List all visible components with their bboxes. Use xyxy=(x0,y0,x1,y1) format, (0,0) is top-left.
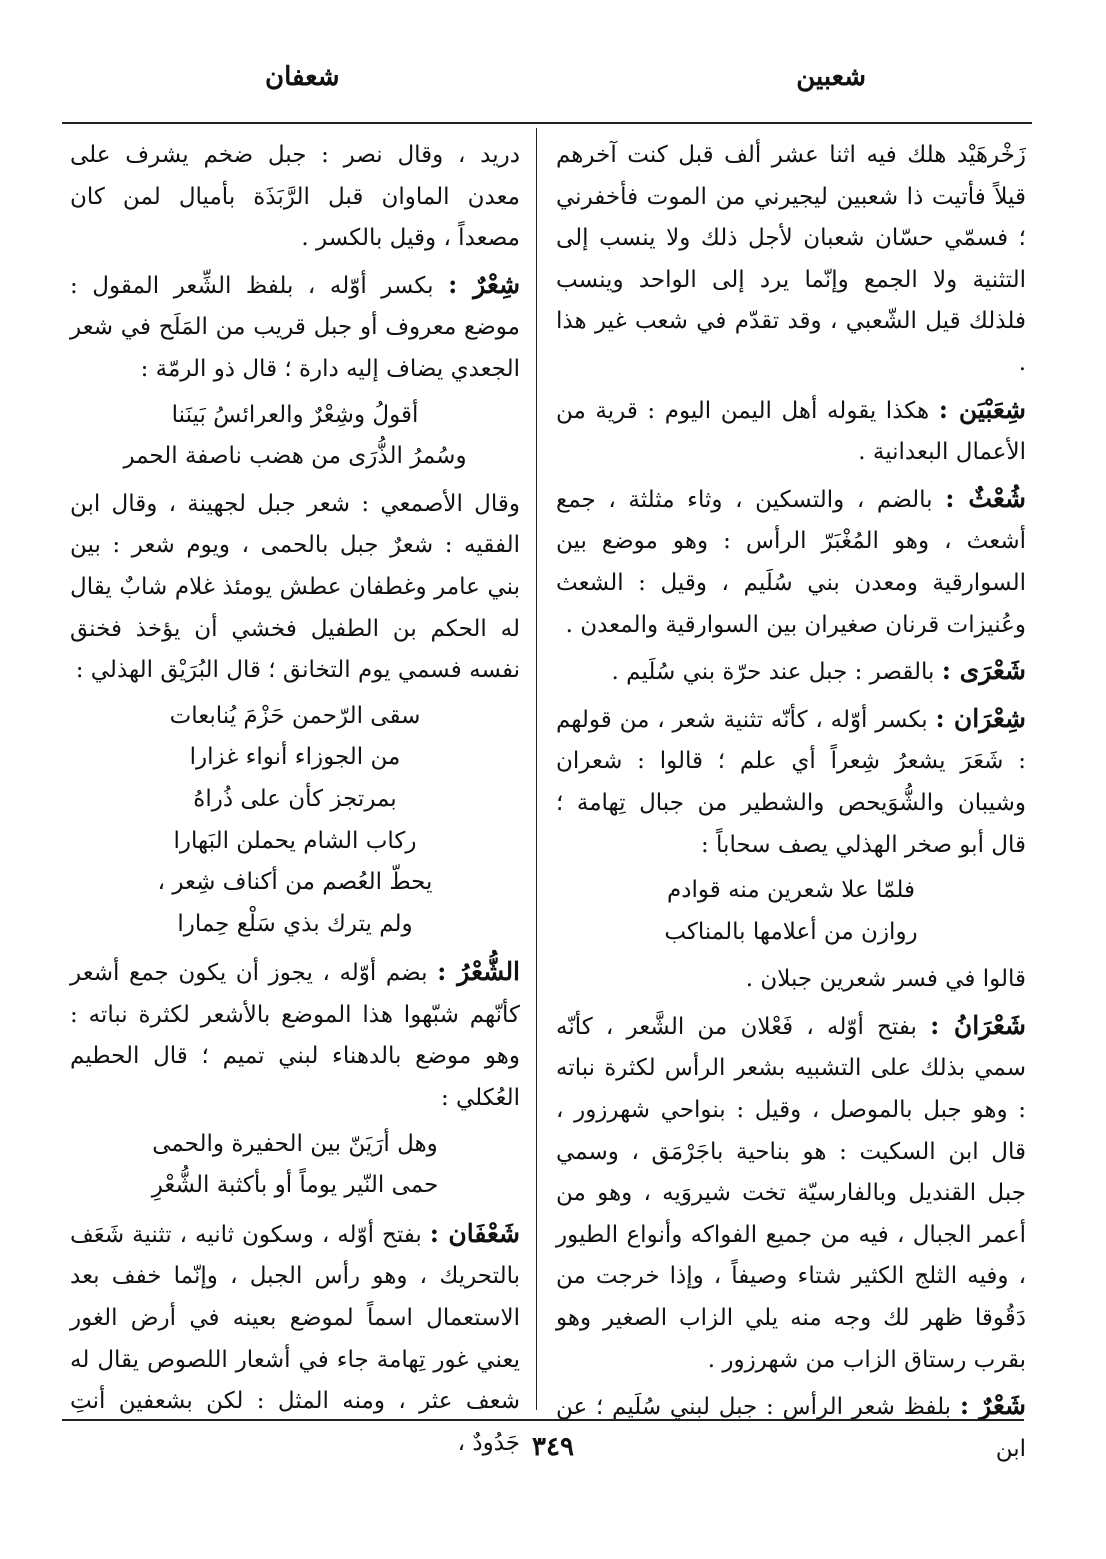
headword: شِعْرَان : xyxy=(935,703,1026,733)
headword: شَعْرٌ : xyxy=(959,1391,1027,1421)
page-number: ٣٤٩ xyxy=(532,1432,574,1462)
entry-al-shur xyxy=(70,951,520,1119)
verse-block xyxy=(70,395,520,478)
continued-paragraph: زَخْرهَيْد هلك فيه اثنا عشر ألف قبل كنت آخرهم قيلاً فأتيت ذا شعبين ليجيرني من الموت فأخفرني ؛ فسمّي حسّان شعبان لأجل ذلك ولا ينسب إلى التثنية ولا الجمع وإنّما يرد إلى الواحد وينسب فلذلك قيل الشّعبي ، وقد تقدّم في شعب غير هذا . xyxy=(556,142,1026,376)
right-column xyxy=(556,135,1027,1462)
entry-text: بالقصر : جبل عند حرّة بني سُلَيم . xyxy=(611,659,935,686)
verse-block xyxy=(70,696,520,946)
entry-text: هكذا يقوله أهل اليمن اليوم : قرية من الأعمال البعدانية . xyxy=(556,397,1026,466)
entry-shiran xyxy=(556,698,1026,866)
verse-line: روازن من أعلامها بالمناكب xyxy=(664,918,918,945)
footer-rule xyxy=(62,1419,1024,1421)
entry-text: بفتح أوّله ، فَعْلان من الشَّعر ، كأنّه سمي بذلك على التشبيه بشعر الرأس لكثرة نباته : وهو جبل بالموصل ، وقيل : بنواحي شهرزور ، قال ابن السكيت : هو بناحية باجَرْمَق ، وسمي جبل القنديل وبالفارسيّة تخت شيروَيه ، وهو من أعمر الجبال ، فيه من جميع الفواكه وأنواع الطيور ، وفيه الثلج الكثير شتاء وصيفاً ، وإذا خرجت من دَقُوقا ظهر لك وجه منه يلي الزاب الصغير وهو بقرب رستاق الزاب من شهرزور . xyxy=(556,1013,1026,1373)
verse-line: فلمّا علا شعرين منه قوادم xyxy=(667,877,915,904)
verse-line: وسُمرُ الذُّرَى من هضب ناصفة الحمر xyxy=(123,443,467,470)
entry-shara xyxy=(556,650,1026,694)
headword: شَعْرَى : xyxy=(941,656,1026,686)
paragraph: وقال الأصمعي : شعر جبل لجهينة ، وقال ابن الفقيه : شعرٌ جبل بالحمى ، ويوم شعر : بين بني عامر وغطفان عطش يومئذ غلام شابٌ يقال له الحكم بن الطفيل فخشي أن يؤخذ فخنق نفسه فسمي يوم التخانق ؛ قال البُرَيْق الهذلي : xyxy=(70,490,520,684)
entry-shir xyxy=(70,264,520,391)
verse-line: ركاب الشام يحملن البَهارا xyxy=(173,827,417,854)
verse-line: سقى الرّحمن حَزْمَ يُنابعات xyxy=(169,702,421,729)
header-rule xyxy=(62,122,1032,124)
verse-line: بمرتجز كأن على ذُراهُ xyxy=(193,785,397,812)
entry-text: بكسر أوّله ، كأنّه تثنية شعر ، من قولهم : شَعَرَ يشعرُ شِعراً أي علم ؛ قالوا : شعران وشيبان والشُّوَيحص والشطير من جبال تِهامة ؛ قال أبو صخر الهذلي يصف سحاباً : xyxy=(556,706,1026,858)
entry-shafan xyxy=(70,1213,520,1465)
verse-line: من الجوزاء أنواء غزارا xyxy=(189,744,401,771)
entry-tail: قالوا في فسر شعرين جبلان . xyxy=(745,966,1026,993)
entry-text: بضم أوّله ، يجوز أن يكون جمع أشعر كأنّهم شبّهوا هذا الموضع بالأشعر لكثرة نباته : وهو موضع بالدهناء لبني تميم ؛ قال الحطيم العُكلي : xyxy=(70,960,520,1112)
verse-line: وهل أرَيَنّ بين الحفيرة والحمى xyxy=(152,1130,438,1157)
entry-text: بالضم ، والتسكين ، وثاء مثلثة ، جمع أشعث ، وهو المُغْبَرّ الرأس : وهو موضع بين السوارقية ومعدن بني سُلَيم ، وقيل : الشعث وعُنيزات قرنان صغيران بين السوارقية والمعدن . xyxy=(556,486,1026,638)
verse-line: أقولُ وشِعْرٌ والعرائسُ بَينَنا xyxy=(171,401,419,428)
column-divider xyxy=(536,128,537,1410)
running-head-right: شعبين xyxy=(796,62,866,92)
entry-sharan xyxy=(556,1005,1026,1381)
entry-text: بفتح أوّله ، وسكون ثانيه ، تثنية شَعَف بالتحريك ، وهو رأس الجبل ، وإنّما خفف بعد الاستعمال اسماً لموضع بعينه في أرض الغور يعني غور تِهامة جاء في أشعار اللصوص يقال له شعف عثر ، ومنه المثل : لكن بشعفين أنتِ جَدُودٌ ، xyxy=(70,1221,520,1456)
running-head-left: شعفان xyxy=(265,62,340,92)
verse-block xyxy=(70,1124,520,1207)
verse-line: حمى النّير يوماً أو بأكثبة الشُّعْرِ xyxy=(151,1172,439,1199)
headword: شِعْرٌ : xyxy=(448,269,521,299)
verse-line: يحطّ العُصم من أكناف شِعر ، xyxy=(157,869,433,896)
entry-text: بلفظ شعر الرأس : جبل لبني سُلَيم ؛ عن ابن xyxy=(556,1394,1026,1462)
entry-text: بكسر أوّله ، بلفظ الشِّعر المقول : موضع معروف أو جبل قريب من المَلَح في شعر الجعدي يضاف إليه دارة ؛ قال ذو الرمّة : xyxy=(70,272,520,382)
headword: الشُّعْرُ : xyxy=(437,957,521,987)
left-column xyxy=(70,135,521,1456)
entry-shuth xyxy=(556,478,1026,646)
headword: شُعْثٌ : xyxy=(945,483,1026,513)
headword: شَعْرَانُ : xyxy=(930,1010,1027,1040)
headword: شَعْفَان : xyxy=(429,1218,520,1248)
headword: شِعَبْيَن : xyxy=(938,394,1027,424)
continued-paragraph: دريد ، وقال نصر : جبل ضخم يشرف على معدن الماوان قبل الرَّبَذَة بأميال لمن كان مصعداً ، وقيل بالكسر . xyxy=(70,142,520,252)
verse-line: ولم يترك بذي سَلْع حِمارا xyxy=(177,910,413,937)
entry-shabayn xyxy=(556,389,1026,474)
verse-block xyxy=(556,870,1026,953)
